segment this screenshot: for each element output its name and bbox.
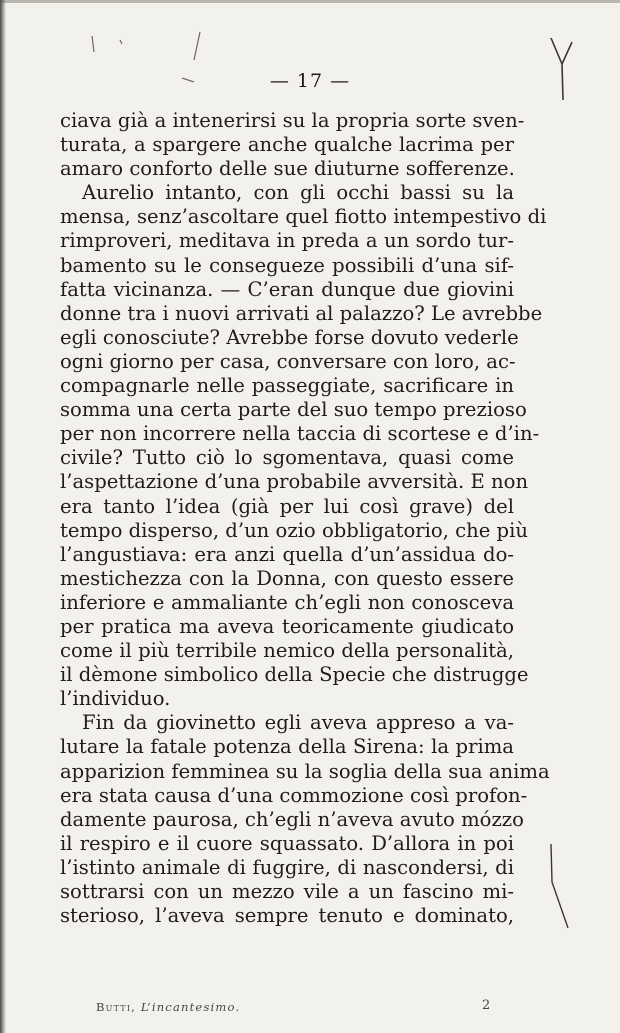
text-line: sottrarsi con un mezzo vile a un fascino mi- <box>60 880 514 903</box>
footer-author: Butti, <box>96 1000 137 1014</box>
text-line: mensa, senz’ascoltare quel fiotto intempestivo di <box>60 205 547 229</box>
text-line: l’aspettazione d’una probabile avversità. E non <box>60 470 529 494</box>
text-line: per non incorrere nella taccia di scortese e d’in- <box>60 422 540 446</box>
page-number: — 17 — <box>269 70 351 92</box>
text-line: amaro conforto delle sue diuturne sofferenze. <box>60 157 515 181</box>
text-line: somma una certa parte del suo tempo prezioso <box>60 398 527 422</box>
footer-signature <box>96 1000 240 1014</box>
text-line: Aurelio intanto, con gli occhi bassi su la <box>82 181 514 205</box>
page-left-edge <box>0 0 6 1033</box>
text-line: mestichezza con la Donna, con questo essere <box>60 566 514 590</box>
text-line: il dèmone simbolico della Specie che distrugge <box>60 663 529 687</box>
text-line: per pratica ma aveva teoricamente giudicato <box>60 614 514 638</box>
text-line: bamento su le consegueze possibili d’una sif- <box>60 253 514 277</box>
text-line: civile? Tutto ciò lo sgomentava, quasi come <box>60 446 514 470</box>
ink-mark-top-right <box>548 34 578 104</box>
text-line: Fin da giovinetto egli aveva appreso a va- <box>82 711 514 735</box>
text-line: ogni giorno per casa, conversare con loro, ac- <box>60 349 516 373</box>
text-line: turata, a spargere anche qualche lacrima per <box>60 133 514 157</box>
text-line: l’istinto animale di fuggire, di nascondersi, di <box>60 855 514 879</box>
text-line: egli conosciute? Avrebbe forse dovuto vederle <box>60 325 519 349</box>
text-line: l’individuo. <box>60 687 171 711</box>
text-line: damente paurosa, ch’egli n’aveva avuto mózzo <box>60 807 524 831</box>
text-line: come il più terribile nemico della personalità, <box>60 639 514 663</box>
page-top-edge <box>0 0 620 3</box>
text-line: era stata causa d’una commozione così profon- <box>60 783 528 807</box>
text-line: ciava già a intenerirsi su la propria sorte sven- <box>60 109 525 132</box>
text-line: apparizion femminea su la soglia della sua anima <box>60 759 550 783</box>
footer-title: L’incantesimo. <box>140 1000 241 1014</box>
text-line: fatta vicinanza. — C’eran dunque due giovini <box>60 277 514 301</box>
text-line: rimproveri, meditava in preda a un sordo tur- <box>60 229 514 253</box>
text-line: l’angustiava: era anzi quella d’un’assidua do- <box>60 542 514 566</box>
text-line: donne tra i nuovi arrivati al palazzo? Le avrebbe <box>60 301 543 325</box>
text-line: compagnarle nelle passeggiate, sacrificare in <box>60 374 514 398</box>
text-line: tempo disperso, d’un ozio obbligatorio, che più <box>60 518 528 542</box>
ink-mark-right-margin <box>548 842 572 932</box>
text-line: sterioso, l’aveva sempre tenuto e dominato, <box>60 904 514 928</box>
text-line: era tanto l’idea (già per lui così grave) del <box>60 494 514 518</box>
signature-mark: 2 <box>482 998 491 1013</box>
text-line: inferiore e ammaliante ch’egli non conosceva <box>60 590 514 614</box>
body-text <box>60 109 550 928</box>
text-line: il respiro e il cuore squassato. D’allora in poi <box>60 831 514 855</box>
text-line: lutare la fatale potenza della Sirena: la prima <box>60 735 514 759</box>
